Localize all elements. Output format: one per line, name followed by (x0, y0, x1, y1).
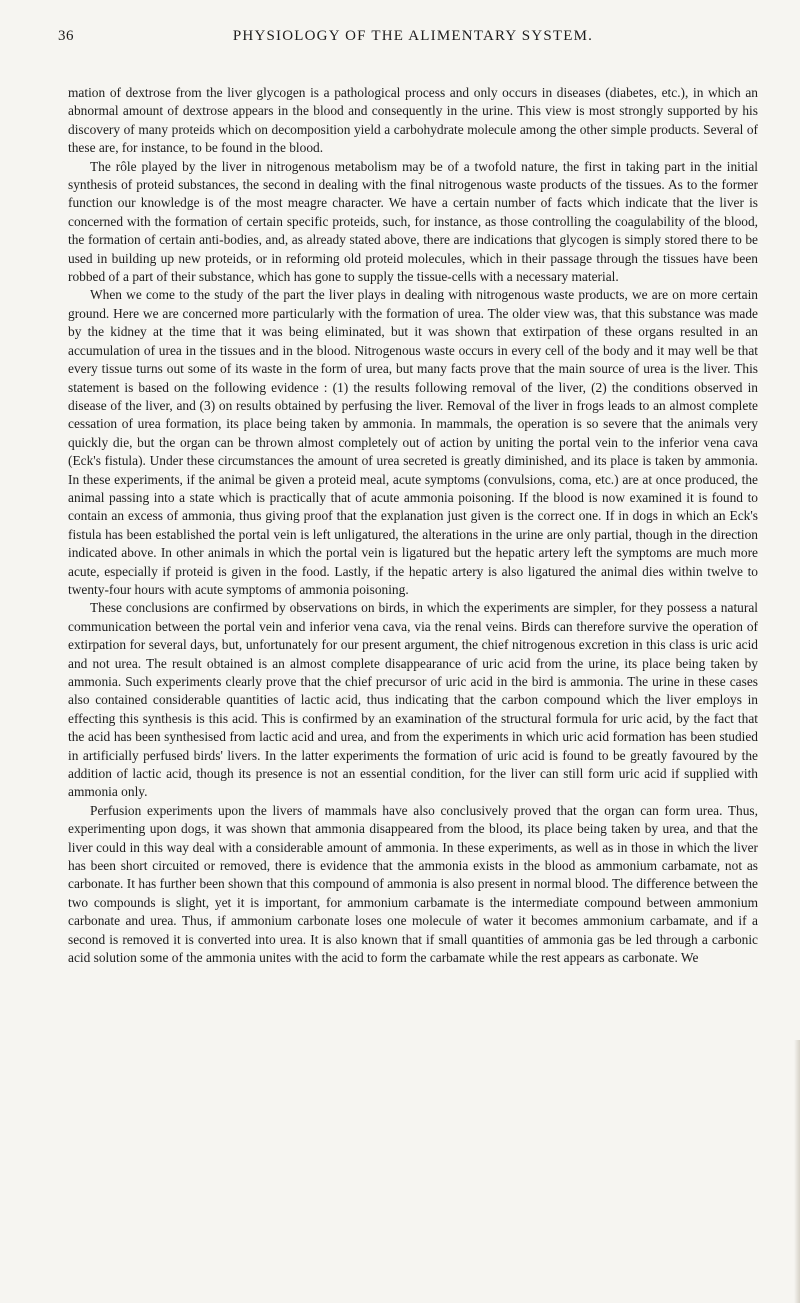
paragraph-nitrogenous-waste: When we come to the study of the part the liver plays in dealing with nitrogenous waste products, we are on more certain ground. Here we are concerned more particularly with the formation of urea. The older view was, that this substance was made by the kidney at the time that it was being eliminated, but it was shown that extirpation of these organs resulted in an accumulation of urea in the tissues and in the blood. Nitrogenous waste occurs in every cell of the body and it may well be that every tissue turns out some of its waste in the form of urea, but many facts prove that the main source of urea is the liver. This statement is based on the following evidence : (1) the results following removal of the liver, (2) the conditions observed in disease of the liver, and (3) on results obtained by perfusing the liver. Removal of the liver in frogs leads to an almost complete cessation of urea formation, its place being taken by ammonia. In mammals, the operation is so severe that the animals very quickly die, but the organ can be thrown almost completely out of action by uniting the portal vein to the inferior vena cava (Eck's fistula). Under these circumstances the amount of urea secreted is greatly diminished, and its place is taken by ammonia. In these experiments, if the animal be given a proteid meal, acute symptoms (convulsions, coma, etc.) are at once produced, the animal passing into a state which is practically that of acute ammonia poisoning. If the blood is now examined it is found to contain an excess of ammonia, thus giving proof that the explanation just given is the correct one. If in dogs in which an Eck's fistula has been established the portal vein is left unligatured, the alterations in the urine are only partial, though in the direction indicated above. In other animals in which the portal vein is ligatured but the hepatic artery left the symptoms are much more acute, especially if proteid is given in the food. Lastly, if the hepatic artery is also ligatured the animal dies within twelve to twenty-four hours with acute symptoms of ammonia poisoning. (68, 287, 758, 597)
running-title: PHYSIOLOGY OF THE ALIMENTARY SYSTEM. (232, 28, 594, 44)
paragraph-perfusion: Perfusion experiments upon the livers of mammals have also conclusively proved that the organ can form urea. Thus, experimenting upon dogs, it was shown that ammonia disappeared from the blood, its place being taken by urea, and that the liver could in this way deal with a considerable amount of ammonia. In these experiments, as well as in those in which the liver has been short circuited or removed, there is evidence that the ammonia exists in the blood as ammonium carbamate, not as carbonate. It has further been shown that this compound of ammonia is also present in normal blood. The difference between the two compounds is slight, yet it is important, for ammonium carbamate is the intermediate compound between ammonium carbonate and urea. Thus, if ammonium carbonate loses one molecule of water it becomes ammonium carbamate, and if a second is removed it is converted into urea. It is also known that if small quantities of ammonia gas be led through a carbonic acid solution some of the ammonia unites with the acid to form the carbamate while the rest appears as carbonate. We (68, 802, 758, 966)
paragraph-continued: mation of dextrose from the liver glycogen is a pathological process and only occurs in diseases (diabetes, etc.), in which an abnormal amount of dextrose appears in the blood and consequently in the urine. This view is most strongly supported by his discovery of many proteids which on decomposition yield a carbohydrate molecule among the other simple products. Several of these are, for instance, to be found in the blood. (68, 85, 758, 156)
page-number: 36 (58, 28, 74, 44)
paragraph-role-of-liver: The rôle played by the liver in nitrogenous metabolism may be of a twofold nature, the first in taking part in the initial synthesis of proteid substances, the second in dealing with the final nitrogenous waste products of the tissues. As to the former function our knowledge is of the most meagre character. We have a certain number of facts which indicate that the liver is concerned with the formation of certain specific proteids, such, for instance, as those controlling the coagulability of the blood, the formation of certain anti-bodies, and, as already stated above, there are indications that glycogen is simply stored there to be used in building up new proteids, or in reforming old proteid molecules, which in their passage through the tissues have been robbed of a part of their substance, which has gone to supply the tissue-cells with a necessary material. (68, 158, 758, 285)
running-head (58, 28, 768, 52)
page-edge-shadow (794, 1040, 800, 1303)
body-text (68, 84, 758, 968)
paragraph-birds: These conclusions are confirmed by observations on birds, in which the experiments are simpler, for they possess a natural communication between the portal vein and inferior vena cava, via the renal veins. Birds can therefore survive the operation of extirpation for several days, but, unfortunately for our present argument, the chief nitrogenous excretion in this class is uric acid and not urea. The result obtained is an almost complete disappearance of uric acid from the urine, its place being taken by ammonia. Such experiments clearly prove that the chief precursor of uric acid in the bird is ammonia. The urine in these cases also contained considerable quantities of lactic acid, thus indicating that the carbon compound which the liver employs in effecting this synthesis is this acid. This is confirmed by an examination of the structural formula for uric acid, by the fact that the acid has been synthesised from lactic acid and urea, and from the experiments in which uric acid formation has been studied in artificially perfused birds' livers. In the latter experiments the formation of uric acid is found to be greatly favoured by the addition of lactic acid, though its presence is not an essential condition, for the liver can still form uric acid if supplied with ammonia only. (68, 600, 758, 800)
